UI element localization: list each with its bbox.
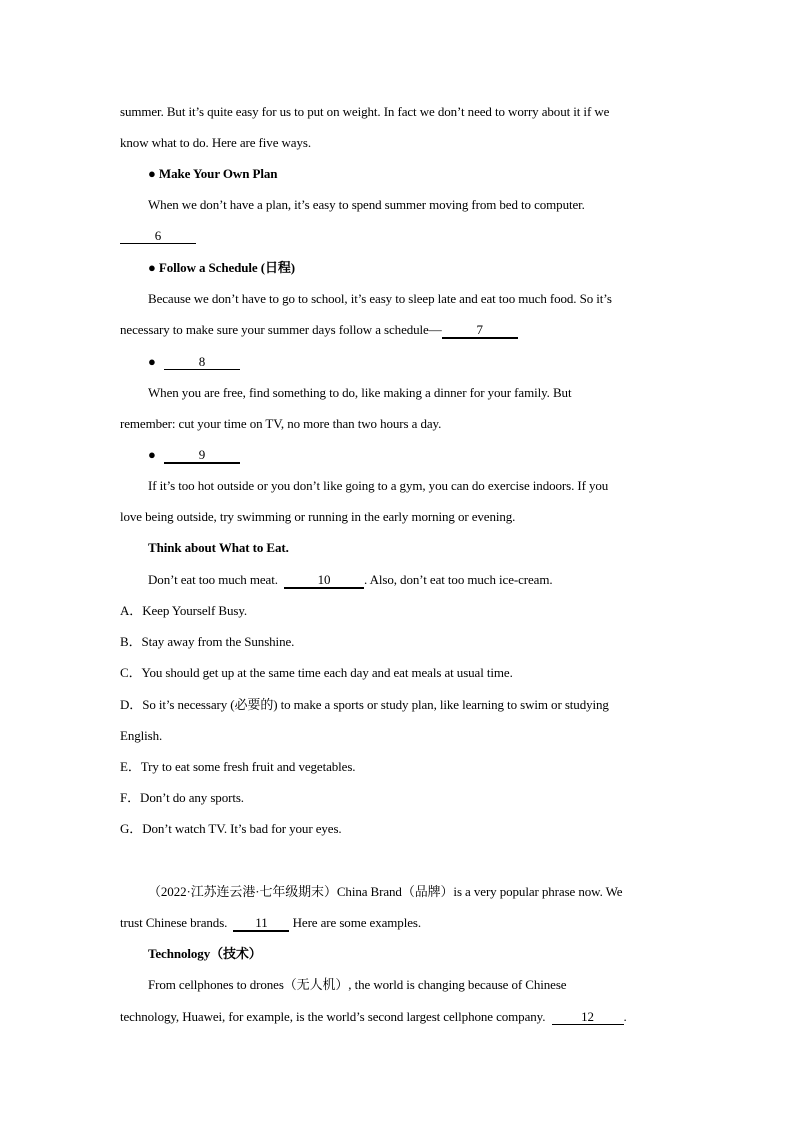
option-e: E．Try to eat some fresh fruit and vegetables. [120,759,356,774]
text-segment: trust Chinese brands. [120,915,228,930]
section-heading: Technology（技术） [148,946,262,961]
text-line: love being outside, try swimming or running in the early morning or evening. [120,509,516,524]
answer-blank[interactable]: 12 [552,1010,624,1025]
section-heading [148,354,240,370]
option-b: B．Stay away from the Sunshine. [120,634,295,649]
text-line [120,1009,627,1025]
option-f: F．Don’t do any sports. [120,790,244,805]
text-line: Because we don’t have to go to school, it’s easy to sleep late and eat too much food. So it’s [148,291,612,306]
answer-blank[interactable]: 8 [164,355,240,370]
section-heading: ● Follow a Schedule (日程) [148,260,296,275]
text-line: If it’s too hot outside or you don’t like going to a gym, you can do exercise indoors. If you [148,478,609,493]
answer-blank[interactable]: 6 [120,229,196,244]
text-line: When we don’t have a plan, it’s easy to spend summer moving from bed to computer. [148,197,585,212]
section-heading [148,447,240,464]
text-line: summer. But it’s quite easy for us to put on weight. In fact we don’t need to worry about it if we [120,104,610,119]
text-segment: Here are some examples. [292,915,421,930]
text-line [148,572,553,589]
text-line: know what to do. Here are five ways. [120,135,311,150]
option-a: A．Keep Yourself Busy. [120,603,248,618]
bullet-icon: ● [148,447,156,462]
text-segment: Don’t eat too much meat. [148,572,278,587]
answer-blank[interactable]: 10 [284,573,364,589]
option-g: G．Don’t watch TV. It’s bad for your eyes. [120,821,342,836]
text-segment: . [623,1009,627,1024]
section-heading: Think about What to Eat. [148,540,289,555]
text-segment: technology, Huawei, for example, is the world’s second largest cellphone company. [120,1009,546,1024]
answer-blank[interactable]: 11 [233,916,289,932]
option-c: C．You should get up at the same time each day and eat meals at usual time. [120,665,513,680]
text-segment: necessary to make sure your summer days follow a schedule— [120,322,442,337]
option-d: D．So it’s necessary (必要的) to make a sports or study plan, like learning to swim or studying [120,697,609,712]
answer-blank[interactable]: 7 [442,323,518,339]
bullet-icon: ● [148,354,156,369]
passage-intro: （2022·江苏连云港·七年级期末）China Brand（品牌）is a very popular phrase now. We [148,884,623,899]
option-d-cont: English. [120,728,163,743]
answer-blank-line [120,228,196,244]
text-segment: . Also, don’t eat too much ice-cream. [364,572,553,587]
text-line: From cellphones to drones（无人机）, the world is changing because of Chinese [148,977,567,992]
text-line: remember: cut your time on TV, no more than two hours a day. [120,416,442,431]
section-heading: ● Make Your Own Plan [148,166,278,181]
text-line: When you are free, find something to do, like making a dinner for your family. But [148,385,572,400]
answer-blank[interactable]: 9 [164,448,240,464]
text-line [120,322,518,339]
text-line [120,915,421,932]
